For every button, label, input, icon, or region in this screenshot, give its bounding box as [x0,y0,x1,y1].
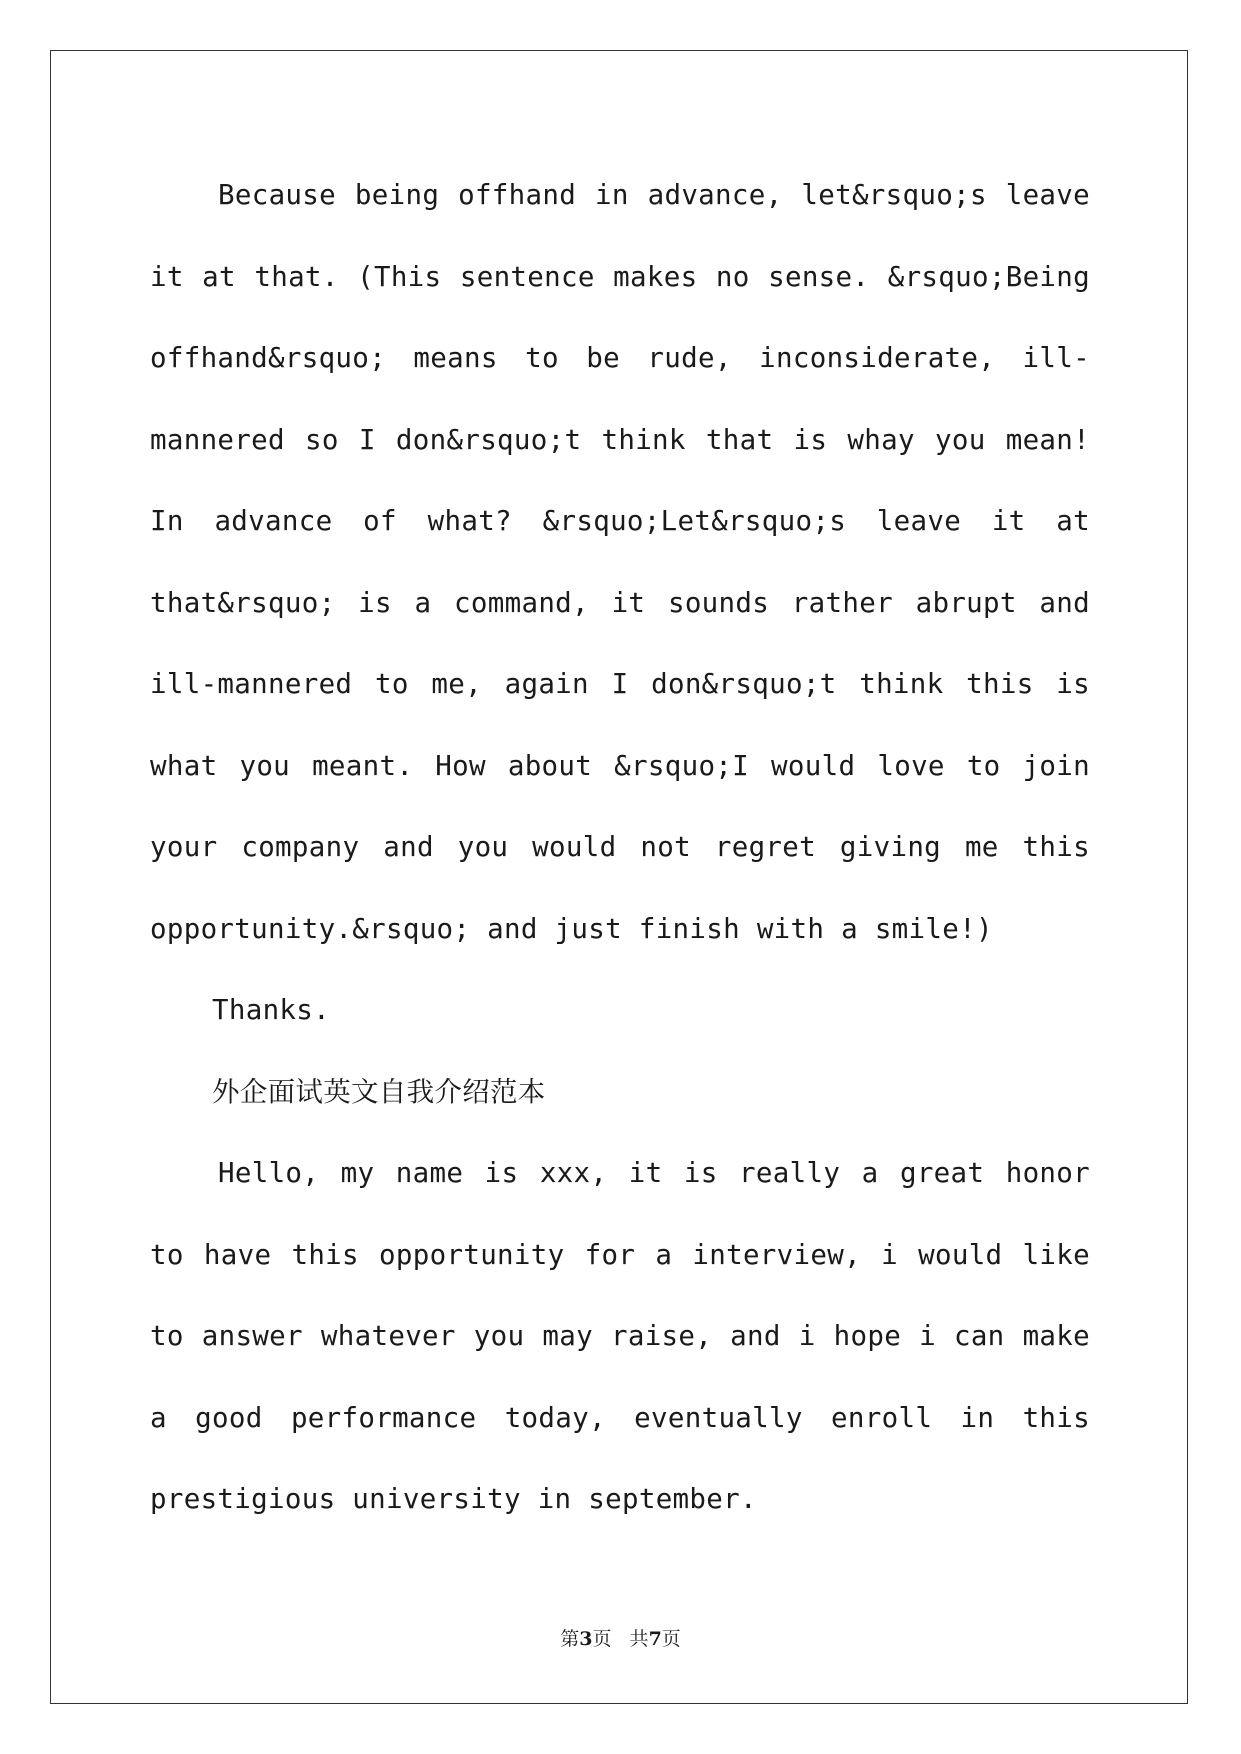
paragraph-thanks: Thanks. [212,994,330,1026]
paragraph-feedback: Because being offhand in advance, let&rsquo;s leave it at that. (This sentence makes no sense. &rsquo;Being offhand&rsquo; means to be rude, inconsiderate, ill-mannered so I don&rsquo;t think that is whay you mean! In advance of what? &rsquo;Let&rsquo;s leave it at that&rsquo; is a command, it sounds rather abrupt and ill-mannered to me, again I don&rsquo;t think this is what you meant. How about &rsquo;I would love to join your company and you would not regret giving me this opportunity.&rsquo; and just finish with a smile!) [150,179,1090,945]
footer-middle: 页 共 [592,1628,649,1650]
footer-page-number: 3 [579,1628,593,1650]
document-body [150,155,1090,1541]
footer-suffix: 页 [661,1628,681,1650]
section-heading: 外企面试英文自我介绍范本 [212,1075,546,1108]
footer-total-pages: 7 [648,1628,662,1650]
paragraph-introduction: Hello, my name is xxx, it is really a great honor to have this opportunity for a interview, i would like to answer whatever you may raise, and i hope i can make a good performance today, eventually enroll in this prestigious university in september. [150,1157,1090,1515]
page-footer [0,1624,1241,1651]
footer-prefix: 第 [560,1628,580,1650]
